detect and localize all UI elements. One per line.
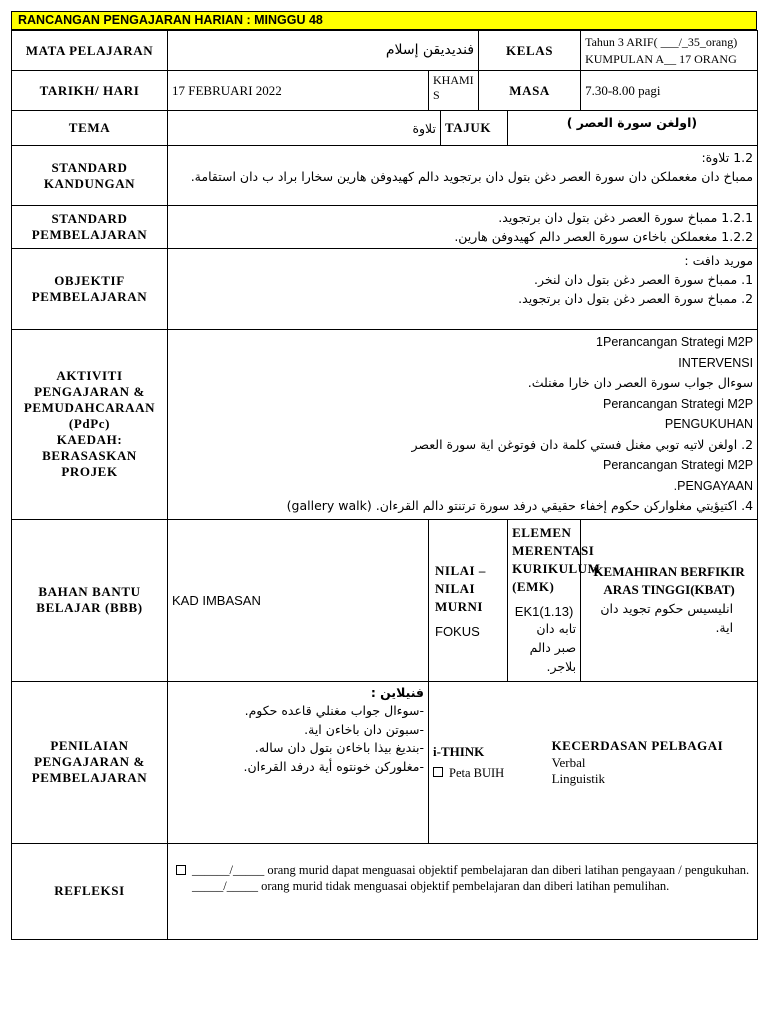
content-standard-line2: ممباخ دان مغعملكن دان سورة العصر دغن بتول دان برتجويد دالم كهيدوفن هارين سخارا براد ب دان استقامة. xyxy=(190,169,754,184)
topic-value: (اولغن سورة العصر ) xyxy=(508,111,758,146)
multiple-intelligence-value-1: Verbal xyxy=(551,755,586,770)
assessment-item-3: -بنديغ بيذا باخاءن بتول دان ساله. xyxy=(254,740,424,755)
checkbox-icon xyxy=(176,865,186,875)
content-standard-label: STANDARD KANDUNGAN xyxy=(12,146,168,206)
subject-label: MATA PELAJARAN xyxy=(12,31,168,71)
objective-line3: 2. ممباخ سورة العصر دغن بتول دان برتجويد. xyxy=(518,291,754,306)
method-label: KAEDAH: BERASASKAN PROJEK xyxy=(42,432,137,480)
ithink-label: i-THINK xyxy=(433,743,485,759)
assessment-item-1: -سوءال جواب مغنلي قاعده حكوم. xyxy=(244,703,424,718)
activity-line7: Perancangan Strategi M2P xyxy=(602,458,754,472)
lesson-plan-table xyxy=(11,30,758,940)
learning-standard-line1: 1.2.1 ممباخ سورة العصر دغن بتول دان برتجويد. xyxy=(498,210,754,225)
activity-line4: Perancangan Strategi M2P xyxy=(602,396,754,411)
activity-line3: سوءال جواب سورة العصر دان خارا مغنلث. xyxy=(527,375,754,390)
emk-label: ELEMEN MERENTASI KURIKULUM (EMK) xyxy=(512,524,601,594)
theme-label: TEMA xyxy=(12,111,168,146)
activity-line5: PENGUKUHAN xyxy=(664,417,754,431)
teaching-aids-value: KAD IMBASAN xyxy=(168,519,429,681)
day-value: KHAMIS xyxy=(429,71,479,111)
date-label: TARIKH/ HARI xyxy=(12,71,168,111)
time-label: MASA xyxy=(479,71,581,111)
activity-line9: 4. اكتيؤيتي مغلواركن حكوم إخفاء حقيقي درفد سورة ترتنتو دالم القرءان. (gallery walk) xyxy=(286,498,754,513)
kbat-label: KEMAHIRAN BERFIKIR ARAS TINGGI(KBAT) xyxy=(593,564,745,597)
values-value: FOKUS xyxy=(435,623,480,639)
theme-value: تلاوة xyxy=(168,111,441,146)
time-value: 7.30-8.00 pagi xyxy=(581,71,758,111)
lesson-plan xyxy=(11,11,757,940)
values-label: NILAI – NILAI MURNI xyxy=(435,562,486,614)
activity-line1: 1Perancangan Strategi M2P xyxy=(596,335,754,349)
assessment-item-2: -سبوتن دان باخاءن اية. xyxy=(304,721,424,737)
assessment-label: PENILAIAN PENGAJARAN & PEMBELAJARAN xyxy=(12,681,168,843)
page-title: RANCANGAN PENGAJARAN HARIAN : MINGGU 48 xyxy=(11,11,757,30)
checkbox-icon xyxy=(433,767,443,777)
subject-value: فنديديقن إسلام xyxy=(168,31,479,71)
objective-line1: موريد دافت : xyxy=(684,253,754,268)
pdpc-label: (PdPc) xyxy=(68,416,111,432)
emk-code: EK1(1.13) xyxy=(514,603,574,619)
activity-line2: INTERVENSI xyxy=(678,355,754,370)
learning-standard-label: STANDARD PEMBELAJARAN xyxy=(12,206,168,249)
class-label: KELAS xyxy=(479,31,581,71)
content-standard-line1: 1.2 تلاوة: xyxy=(701,150,754,165)
activity-label: AKTIVITI PENGAJARAN & PEMUDAHCARAAN xyxy=(23,368,156,416)
date-value: 17 FEBRUARI 2022 xyxy=(168,71,429,111)
multiple-intelligence-label: KECERDASAN PELBAGAI xyxy=(551,738,724,753)
emk-text: تابه دان صبر دالم بلاجر. xyxy=(529,620,577,674)
ithink-value: Peta BUIH xyxy=(449,765,505,780)
topic-label: TAJUK xyxy=(441,111,508,146)
kbat-text: انليسيس حكوم تجويد دان اية. xyxy=(600,601,734,635)
objective-label: OBJEKTIF PEMBELAJARAN xyxy=(12,249,168,330)
class-value: Tahun 3 ARIF( ___/_35_orang) xyxy=(585,34,738,49)
reflection-label: REFLEKSI xyxy=(12,843,168,939)
learning-standard-line2: 1.2.2 مغعملكن باخاءن سورة العصر دالم كهيدوفن هارين. xyxy=(454,229,754,244)
objective-line2: 1. ممباخ سورة العصر دغن بتول دان لنخر. xyxy=(534,272,754,287)
assessment-title: فنيلاين : xyxy=(370,684,424,700)
group-value: KUMPULAN A__ 17 ORANG xyxy=(585,51,737,66)
reflection-line1: ______/_____ orang murid dapat menguasai objektif pembelajaran dan diberi latihan pengayaan / pengukuhan. xyxy=(192,862,750,877)
teaching-aids-label: BAHAN BANTU BELAJAR (BBB) xyxy=(12,519,168,681)
assessment-item-4: -مغلوركن خونتوه أية درفد القرءان. xyxy=(243,758,424,774)
activity-line6: 2. اولغن لاتيه توبي مغنل فستي كلمة دان فوتوغن اية سورة العصر xyxy=(411,436,754,452)
multiple-intelligence-value-2: Linguistik xyxy=(551,771,606,786)
activity-line8: PENGAYAAN. xyxy=(673,478,754,493)
reflection-line2: _____/_____ orang murid tidak menguasai objektif pembelajaran dan diberi latihan pemulihan. xyxy=(192,878,670,893)
